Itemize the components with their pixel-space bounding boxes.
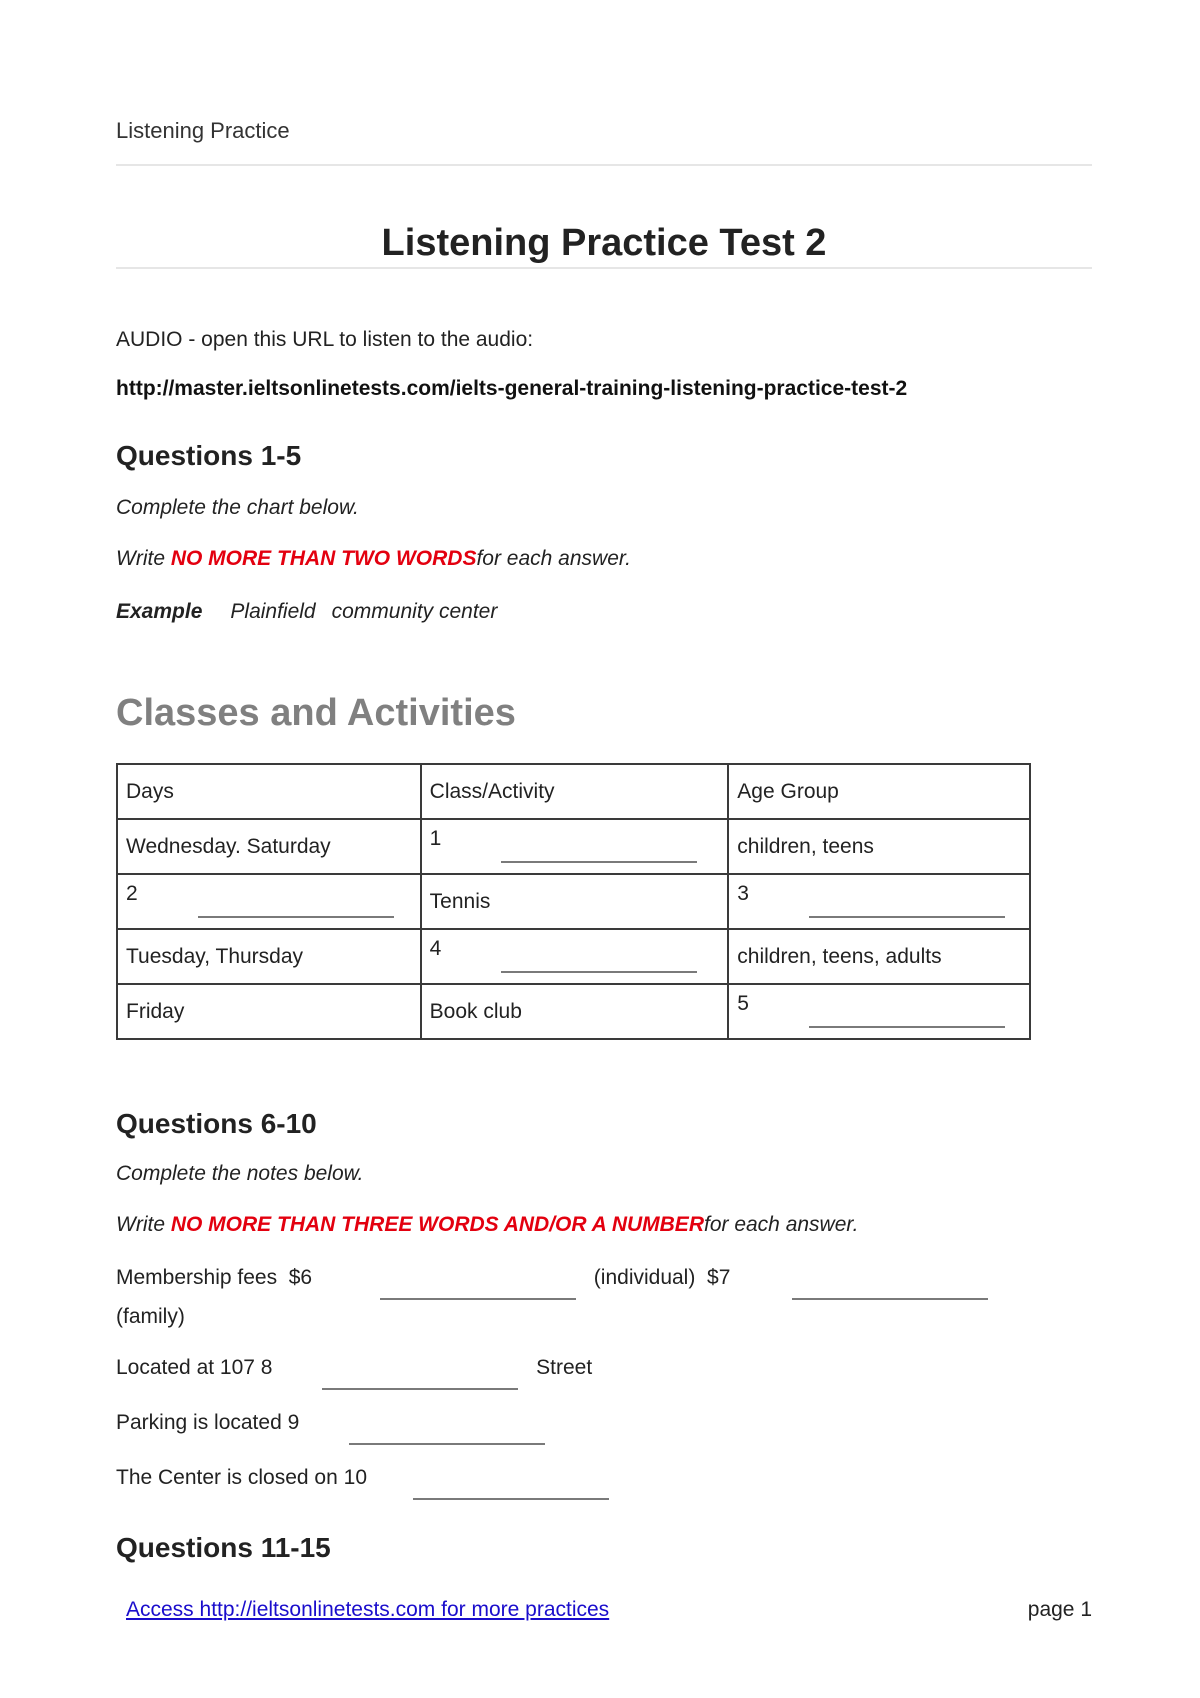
example-word-2: community center [331, 600, 498, 623]
table-cell: Book club [421, 984, 729, 1039]
word-limit-emphasis: NO MORE THAN THREE WORDS AND/OR A NUMBER [170, 1213, 704, 1236]
answer-blank-q7[interactable] [792, 1298, 988, 1300]
header-divider [116, 164, 1092, 166]
answer-blank-q5[interactable] [809, 1025, 1005, 1028]
table-cell: Tennis [421, 874, 729, 929]
question-number: 1 [429, 826, 442, 850]
question-number: 5 [737, 991, 749, 1015]
header-class-activity: Class/Activity [421, 764, 729, 819]
answer-blank-q1[interactable] [501, 860, 697, 863]
answer-blank-q4[interactable] [501, 970, 697, 973]
table-header-row [117, 764, 1030, 819]
questions-6-10-heading: Questions 6-10 [116, 1108, 317, 1139]
answer-cell-q1 [421, 819, 729, 874]
instruction-complete-notes: Complete the notes below. [116, 1162, 364, 1185]
word-limit-emphasis: NO MORE THAN TWO WORDS [170, 547, 477, 570]
fees-family: (family) [116, 1305, 185, 1328]
answer-cell-q2 [117, 874, 421, 929]
note-membership-fees [116, 1266, 988, 1300]
answer-blank-q6[interactable] [380, 1298, 576, 1300]
note-closed-day [116, 1466, 609, 1500]
note-location [116, 1356, 592, 1390]
parking-label: Parking is located [116, 1411, 282, 1434]
audio-intro: AUDIO - open this URL to listen to the audio: [116, 328, 534, 351]
table-cell: children, teens [728, 819, 1030, 874]
answer-blank-q10[interactable] [413, 1498, 609, 1500]
located-street: Street [536, 1356, 593, 1379]
chart-title: Classes and Activities [116, 692, 516, 734]
instruction-prefix: Write [116, 1213, 171, 1236]
q9-label: 9 [287, 1411, 300, 1434]
table-cell: Tuesday, Thursday [117, 929, 421, 984]
question-number: 3 [737, 881, 749, 905]
answer-cell-q3 [728, 874, 1030, 929]
questions-11-15-heading: Questions 11-15 [116, 1532, 331, 1563]
header-age-group: Age Group [728, 764, 1030, 819]
example-line [116, 600, 497, 624]
answer-blank-q2[interactable] [198, 915, 394, 918]
instruction-word-limit-2 [116, 1213, 858, 1237]
header-days: Days [117, 764, 421, 819]
page-title: Listening Practice Test 2 [381, 222, 827, 264]
fees-label: Membership fees [116, 1266, 278, 1289]
table-cell: children, teens, adults [728, 929, 1030, 984]
answer-cell-q5 [728, 984, 1030, 1039]
answer-blank-q3[interactable] [809, 915, 1005, 918]
answer-blank-q8[interactable] [322, 1388, 518, 1390]
q7-label: $7 [707, 1266, 731, 1289]
answer-cell-q4 [421, 929, 729, 984]
table-row [117, 819, 1030, 874]
example-label: Example [116, 600, 203, 623]
instruction-word-limit [116, 547, 631, 571]
example-word-1: Plainfield [230, 600, 316, 623]
question-number: 2 [126, 881, 138, 905]
table-row [117, 984, 1030, 1039]
instruction-suffix: for each answer. [703, 1213, 859, 1236]
fees-individual: (individual) [593, 1266, 696, 1289]
instruction-complete-chart: Complete the chart below. [116, 496, 359, 519]
page-number: page 1 [1027, 1598, 1092, 1621]
q6-label: $6 [288, 1266, 313, 1289]
answer-blank-q9[interactable] [349, 1443, 545, 1445]
title-divider [116, 267, 1092, 269]
located-label: Located at 107 [116, 1356, 255, 1379]
question-number: 4 [429, 936, 442, 960]
footer-practice-link[interactable]: Access http://ieltsonlinetests.com for more practices [126, 1598, 610, 1621]
q8-label: 8 [260, 1356, 273, 1379]
table-cell: Wednesday. Saturday [117, 819, 421, 874]
questions-1-5-heading: Questions 1-5 [116, 440, 302, 471]
table-row [117, 874, 1030, 929]
classes-activities-table [116, 763, 1031, 1040]
table-cell: Friday [117, 984, 421, 1039]
q10-label: 10 [343, 1466, 367, 1489]
audio-url[interactable]: http://master.ieltsonlinetests.com/ielts-general-training-listening-practice-test-2 [116, 377, 908, 400]
instruction-suffix: for each answer. [476, 547, 631, 570]
instruction-prefix: Write [116, 547, 171, 570]
note-parking [116, 1411, 545, 1445]
running-header: Listening Practice [116, 118, 290, 143]
closed-label: The Center is closed on [116, 1466, 338, 1489]
table-row [117, 929, 1030, 984]
